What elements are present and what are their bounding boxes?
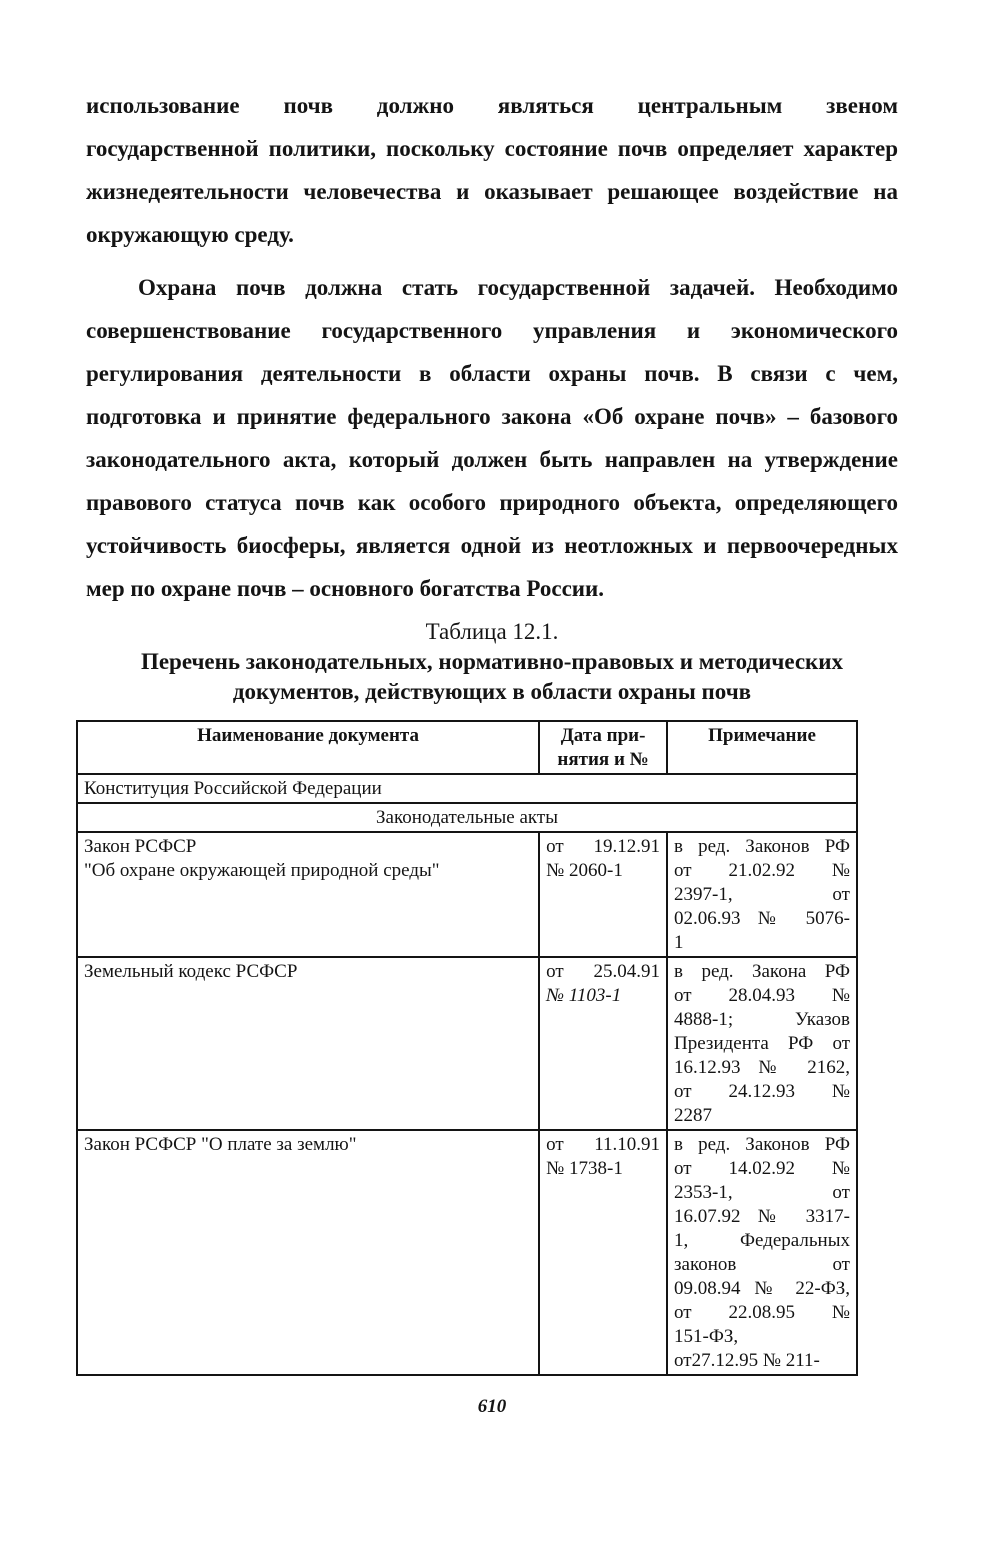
document-name-line: Закон РСФСР: [84, 836, 197, 857]
document-note-cell: [667, 832, 857, 957]
header-name: Наименование документа: [77, 721, 539, 774]
documents-table: [76, 720, 858, 1376]
paragraph-line: жизнедеятельности человечества и оказывает решающее воздействие на: [86, 179, 898, 204]
table-section-row: [77, 803, 857, 832]
table-row: [77, 957, 857, 1130]
document-date-cell: [539, 1130, 667, 1375]
paragraph-line: государственной политики, поскольку состояние почв определяет характер: [86, 136, 898, 161]
paragraph-line: регулирования деятельности в области охраны почв. В связи с чем,: [86, 361, 898, 386]
paragraph-line: подготовка и принятие федерального закона «Об охране почв» – базового: [86, 404, 898, 429]
document-name-cell: [77, 832, 539, 957]
table-row: [77, 832, 857, 957]
document-note-line: 02.06.93 № 5076-: [674, 908, 850, 929]
header-note: Примечание: [667, 721, 857, 774]
constitution-cell: Конституция Российской Федерации: [77, 774, 857, 803]
document-note-line: законов от: [674, 1254, 850, 1275]
document-note-line: 1: [674, 932, 684, 953]
document-note-line: в ред. Закона РФ: [674, 961, 850, 982]
paragraph-line: законодательного акта, который должен быть направлен на утверждение: [86, 447, 898, 472]
document-note-line: 16.12.93 № 2162,: [674, 1057, 850, 1078]
document-date-line: от 19.12.91: [546, 836, 661, 857]
document-note-line: 2397-1, от: [674, 884, 850, 905]
table-title-line-1: Перечень законодательных, нормативно-правовых и методических: [140, 649, 844, 674]
document-note-line: от27.12.95 № 211-: [674, 1350, 820, 1371]
document-date-line: № 1103-1: [546, 985, 622, 1006]
document-note-line: от 24.12.93 №: [674, 1081, 850, 1102]
document-date-line: № 2060-1: [546, 860, 623, 881]
header-date: [539, 721, 667, 774]
document-note-line: 2287: [674, 1105, 713, 1126]
paragraph-line: мер по охране почв – основного богатства России.: [86, 576, 605, 601]
table-row: [77, 1130, 857, 1375]
document-note-line: 16.07.92 № 3317-: [674, 1206, 850, 1227]
document-date-line: от 25.04.91: [546, 961, 661, 982]
paragraph-1: [86, 84, 898, 256]
document-note-line: 2353-1, от: [674, 1182, 850, 1203]
document-note-line: Президента РФ от: [674, 1033, 850, 1054]
document-name-cell: [77, 1130, 539, 1375]
table-row-constitution: [77, 774, 857, 803]
paragraph-line: правового статуса почв как особого природного объекта, определяющего: [86, 490, 898, 515]
document-note-line: от 21.02.92 №: [674, 860, 850, 881]
document-note-line: 4888-1; Указов: [674, 1009, 850, 1030]
table-number: Таблица 12.1.: [425, 619, 559, 644]
document-note-line: 151-ФЗ,: [674, 1326, 739, 1347]
document-note-cell: [667, 957, 857, 1130]
document-note-line: в ред. Законов РФ: [674, 836, 850, 857]
table-title-line-2: документов, действующих в области охраны почв: [232, 679, 752, 704]
document-note-cell: [667, 1130, 857, 1375]
header-date-line: Дата при-: [560, 725, 646, 746]
document-note-line: 09.08.94 № 22-ФЗ,: [674, 1278, 850, 1299]
document-date-line: от 11.10.91: [546, 1134, 661, 1155]
paragraph-line: совершенствование государственного управления и экономического: [86, 318, 898, 343]
document-name-line: Закон РСФСР "О плате за землю": [84, 1134, 357, 1155]
document-name-cell: [77, 957, 539, 1130]
paragraph-line: устойчивость биосферы, является одной из неотложных и первоочередных: [86, 533, 898, 558]
document-note-line: 1, Федеральных: [674, 1230, 850, 1251]
page-number: 610: [477, 1396, 507, 1417]
document-name-line: "Об охране окружающей природной среды": [84, 860, 440, 881]
document-date-cell: [539, 832, 667, 957]
document-name-line: Земельный кодекс РСФСР: [84, 961, 298, 982]
section-legislative: Законодательные акты: [77, 803, 857, 832]
document-date-cell: [539, 957, 667, 1130]
paragraph-line: Охрана почв должна стать государственной задачей. Необходимо: [138, 275, 898, 300]
paragraph-2: [86, 266, 898, 610]
document-date-line: № 1738-1: [546, 1158, 623, 1179]
document-note-line: от 22.08.95 №: [674, 1302, 850, 1323]
document-note-line: в ред. Законов РФ: [674, 1134, 850, 1155]
table-header-row: [77, 721, 857, 774]
header-date-line: нятия и №: [557, 749, 649, 770]
document-note-line: от 14.02.92 №: [674, 1158, 850, 1179]
document-note-line: от 28.04.93 №: [674, 985, 850, 1006]
paragraph-line: использование почв должно являться центральным звеном: [86, 93, 898, 118]
paragraph-line: окружающую среду.: [86, 222, 294, 247]
